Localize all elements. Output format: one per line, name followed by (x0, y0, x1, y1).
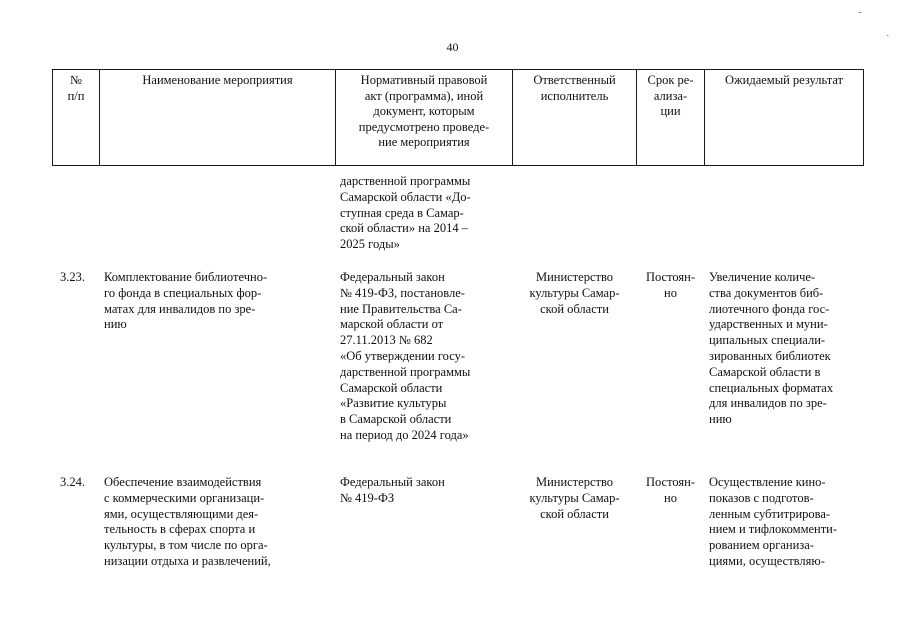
header-act: Нормативный правовой акт (программа), иной документ, которым предусмотрено проведе- ние мероприятия (358, 73, 490, 149)
corner-mark: - (858, 6, 862, 18)
row-number: 3.23. (60, 270, 85, 284)
header-executor: Ответственный исполнитель (533, 73, 616, 103)
row-result: Увеличение количе- ства документов биб- лиотечного фонда гос- ударственных и муни- ципальных специали- зированных библиотек Самарской области в специальных форматах для инвалидов по зре- нию (709, 270, 834, 427)
row-name: Обеспечение взаимодействия с коммерческими организаци- ями, осуществляющими дея- тельность в сферах спорта и культуры, в том числе по орга- низации отдыха и развлечений, (104, 475, 271, 568)
header-term: Срок ре- ализа- ции (647, 73, 694, 118)
row-executor: Министерство культуры Самар- ской области (529, 475, 620, 521)
row-result: Осуществление кино- показов с подготов- ленным субтитрирова- нием и тифлокомменти- рованием организа- циями, осуществляю- (709, 475, 838, 568)
page-number: 40 (446, 40, 459, 54)
row-term: Постоян- но (645, 270, 696, 300)
header-result: Ожидаемый результат (724, 73, 844, 87)
header-number: № п/п (67, 73, 85, 103)
header-name: Наименование мероприятия (142, 73, 293, 87)
row-number: 3.24. (60, 475, 85, 489)
row-name: Комплектование библиотечно- го фонда в специальных фор- матах для инвалидов по зре- нию (104, 270, 268, 332)
row-term: Постоян- но (645, 475, 696, 505)
row-act: Федеральный закон № 419-ФЗ, постановле- ние Правительства Са- марской области от 27.11.2013 № 682 «Об утверждении госу- дарственной программы Самарской области «Развитие культуры в Самарской области на период до 2024 года» (340, 270, 471, 442)
continuation-act: дарственной программы Самарской области «До- ступная среда в Самар- ской области» на 2014 – 2025 годы» (340, 174, 471, 252)
row-act: Федеральный закон № 419-ФЗ (340, 475, 445, 505)
corner-mark: · (886, 30, 890, 42)
row-executor: Министерство культуры Самар- ской области (529, 270, 620, 316)
